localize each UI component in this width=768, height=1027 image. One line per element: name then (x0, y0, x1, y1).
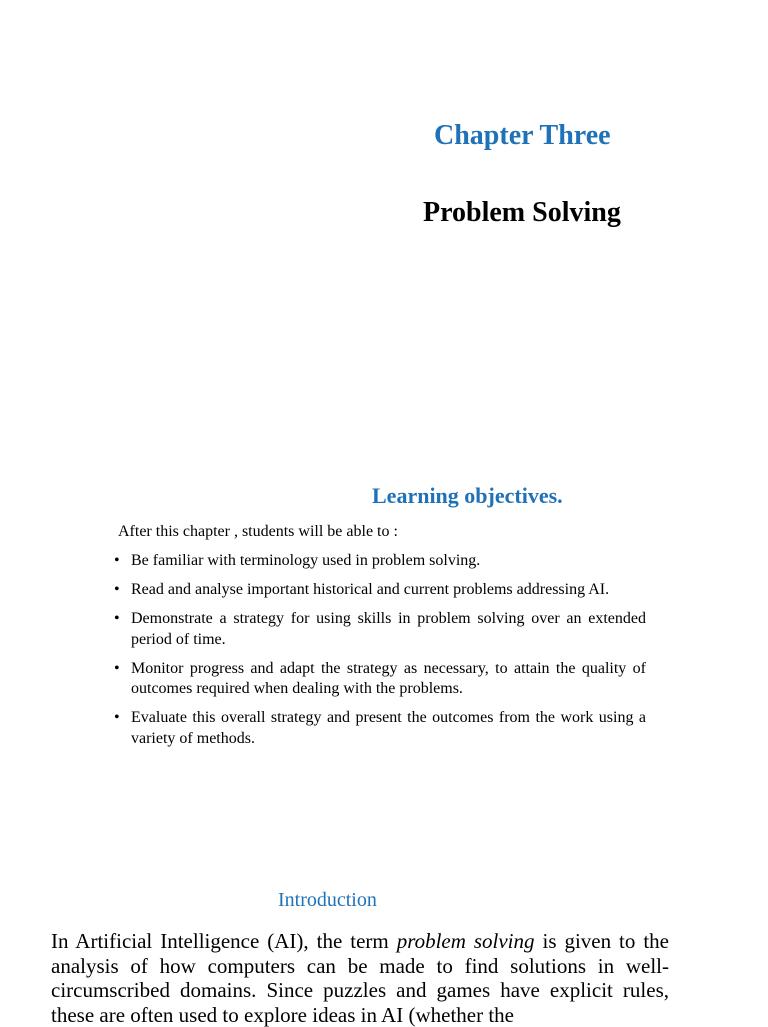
objectives-list (114, 551, 646, 758)
objective-text: Monitor progress and adapt the strategy as necessary, to attain the quality of outcomes required when dealing with the problems. (131, 659, 646, 697)
objective-item (114, 551, 646, 572)
introduction-paragraph (51, 929, 669, 1027)
objective-text: Demonstrate a strategy for using skills in problem solving over an extended period of time. (131, 610, 646, 648)
objectives-intro: After this chapter , students will be able to : (118, 523, 398, 540)
objective-text: Read and analyse important historical and current problems addressing AI. (131, 581, 610, 598)
introduction-emphasis: problem solving (396, 929, 535, 953)
objective-text: Be familiar with terminology used in problem solving. (131, 552, 481, 569)
bullet-icon: • (114, 552, 120, 569)
introduction-text-start: In Artificial Intelligence (AI), the term (51, 929, 397, 953)
introduction-heading: Introduction (278, 889, 377, 911)
objective-item (114, 580, 646, 601)
objectives-heading: Learning objectives. (372, 483, 563, 508)
objective-text: Evaluate this overall strategy and present the outcomes from the work using a variety of methods. (131, 709, 646, 747)
bullet-icon: • (114, 659, 120, 677)
objective-item (114, 708, 646, 749)
bullet-icon: • (114, 581, 120, 598)
chapter-title: Chapter Three (434, 120, 611, 151)
bullet-icon: • (114, 610, 120, 627)
bullet-icon: • (114, 709, 120, 726)
chapter-subtitle: Problem Solving (423, 197, 621, 228)
objective-item (114, 609, 646, 650)
introduction-text-rest: is given to the analysis of how computers can be made to find solutions in well-circumscribed domains. Since puzzles and games have explicit rules, these are often used to explore ideas in AI (whether the (51, 929, 670, 1027)
objective-item (114, 659, 646, 700)
